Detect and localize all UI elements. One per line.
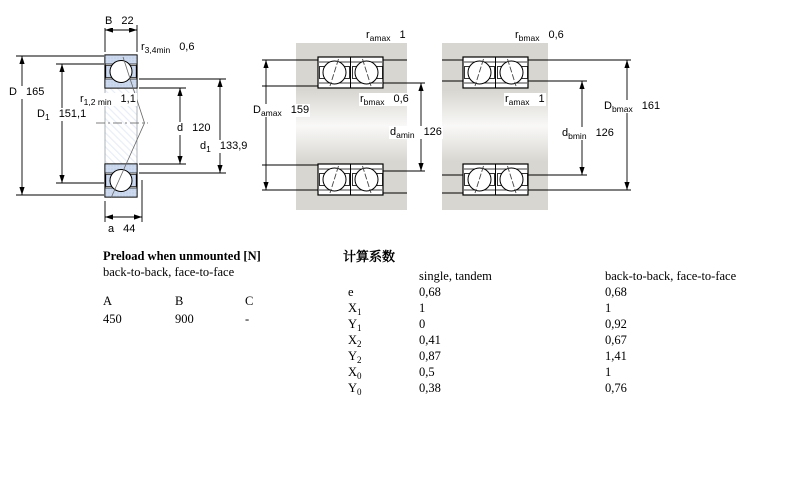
- dim-label-rbmax-mid: $r_{bmax}$ 0,6: [360, 93, 409, 107]
- preload-col-c: C: [245, 294, 254, 308]
- factor-row-label: $X_0$: [348, 365, 362, 381]
- factor-value-single: 0,5: [419, 365, 435, 379]
- factor-row-label: $X_2$: [348, 333, 362, 349]
- factor-row-label: e: [348, 285, 354, 299]
- factors-title: 计算系数: [343, 249, 396, 264]
- preload-value-b: 900: [175, 312, 194, 326]
- factor-value-single: 0,87: [419, 349, 441, 363]
- factor-value-paired: 1: [605, 301, 612, 315]
- preload-col-a: A: [103, 294, 113, 308]
- dim-label-Dbmax: $D_{bmax}$ 161: [604, 100, 661, 114]
- factors-table: [348, 268, 800, 396]
- preload-title: Preload when unmounted [N]: [103, 249, 261, 263]
- dim-label-ramax-mid: $r_{amax}$ 1: [366, 29, 406, 43]
- dim-label-Damax: $D_{amax}$ 159: [253, 104, 310, 118]
- dim-label-a: a 44: [108, 223, 136, 235]
- preload-table: [103, 249, 333, 327]
- factor-value-paired: 0,76: [605, 381, 627, 395]
- dim-label-r34min: $r_{3,4min}$ 0,6: [141, 41, 195, 55]
- factor-row-label: $Y_0$: [348, 381, 362, 397]
- dim-label-ramax-right: $r_{amax}$ 1: [505, 93, 545, 107]
- dim-label-D1: $D_1$ 151,1: [37, 108, 87, 122]
- factor-value-single: 0: [419, 317, 426, 331]
- dim-label-d: d 120: [177, 122, 211, 134]
- factor-value-single: 0,68: [419, 285, 441, 299]
- factor-value-single: 0,38: [419, 381, 441, 395]
- factor-value-single: 0,41: [419, 333, 441, 347]
- factor-value-paired: 0,68: [605, 285, 627, 299]
- preload-value-row: [103, 311, 333, 327]
- factor-row-label: $X_1$: [348, 301, 362, 317]
- factor-value-paired: 0,67: [605, 333, 627, 347]
- factor-value-single: 1: [419, 301, 426, 315]
- preload-header-row: [103, 293, 333, 309]
- dim-label-B: B 22: [105, 15, 134, 27]
- factor-row-label: $Y_2$: [348, 349, 362, 365]
- dim-label-rbmax-right: $r_{bmax}$ 0,6: [515, 29, 564, 43]
- dim-label-dbmin: $d_{bmin}$ 126: [562, 127, 614, 141]
- preload-value-a: 450: [103, 312, 122, 326]
- factor-value-paired: 0,92: [605, 317, 627, 331]
- preload-value-c: -: [245, 312, 250, 326]
- factors-col2-header: back-to-back, face-to-face: [605, 269, 737, 283]
- dim-label-d1: $d_1$ 133,9: [200, 140, 248, 154]
- factor-value-paired: 1,41: [605, 349, 627, 363]
- factor-value-paired: 1: [605, 365, 612, 379]
- dim-label-r12min: $r_{1,2 min}$ 1,1: [80, 93, 136, 107]
- dim-label-D: D 165: [9, 86, 45, 98]
- dim-label-damin: $d_{amin}$ 126: [390, 126, 442, 140]
- preload-subtitle: back-to-back, face-to-face: [103, 265, 235, 279]
- factors-col1-header: single, tandem: [419, 269, 492, 283]
- preload-col-b: B: [175, 294, 184, 308]
- factor-row-label: $Y_1$: [348, 317, 362, 333]
